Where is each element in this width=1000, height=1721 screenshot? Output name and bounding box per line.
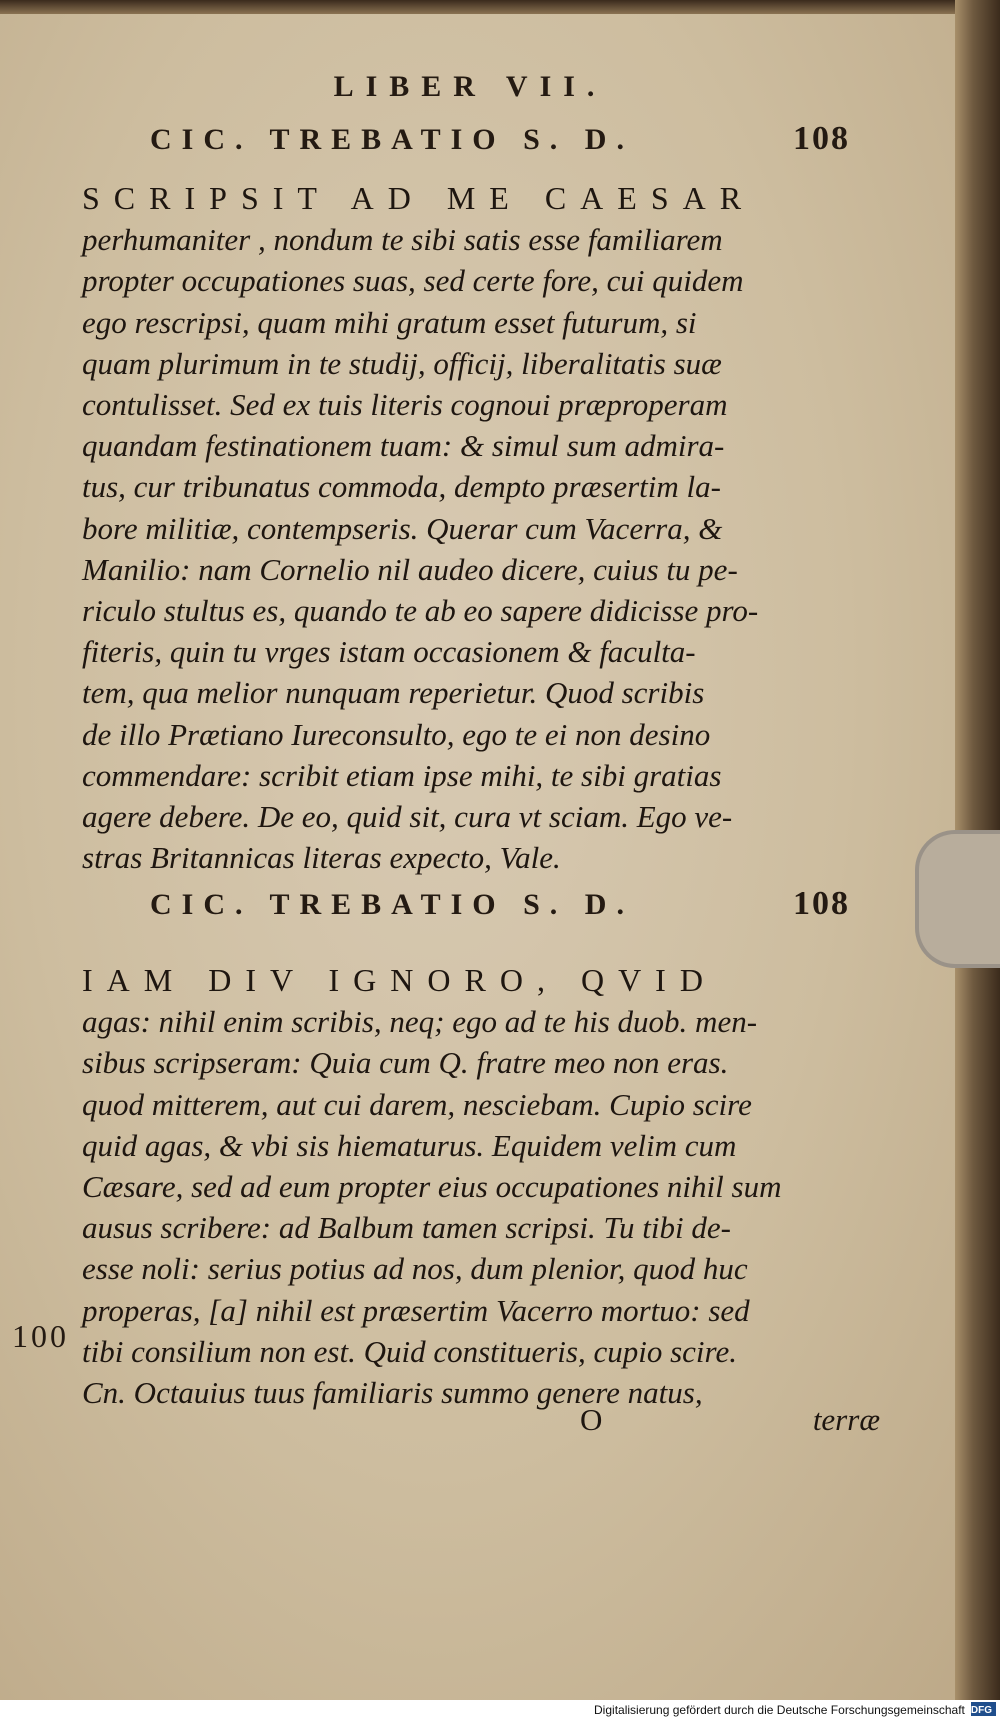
signature-mark: O: [580, 1402, 603, 1437]
text-line: quid agas, & vbi sis hiematurus. Equidem velim cum: [82, 1127, 737, 1163]
text-line: contulisset. Sed ex tuis literis cognoui præproperam: [82, 387, 728, 423]
margin-number: 100: [12, 1318, 69, 1354]
text-line: de illo Prætiano Iureconsulto, ego te ei non desino: [82, 716, 711, 752]
catchword: terræ: [812, 1402, 880, 1437]
text-line: quandam festinationem tuam: & simul sum admira-: [82, 428, 725, 464]
letter-heading-2: [150, 885, 850, 923]
digitization-footer: [0, 1700, 1000, 1721]
text-line: sibus scripseram: Quia cum Q. fratre meo non eras.: [82, 1045, 729, 1081]
page-top-edge: [0, 0, 1000, 14]
text-line: tibi consilium non est. Quid constitueris, cupio scire.: [82, 1333, 737, 1369]
text-line: stras Britannicas literas expecto, Vale.: [82, 840, 561, 876]
text-line: fiteris, quin tu vrges istam occasionem & faculta-: [82, 634, 696, 670]
text-line: propter occupationes suas, sed certe fore, cui quidem: [82, 263, 744, 299]
letter-heading-text: CIC. TREBATIO S. D.: [150, 888, 634, 921]
letter-heading-1: [150, 120, 850, 158]
text-line: tem, qua melior nunquam reperietur. Quod scribis: [82, 675, 705, 711]
letter-opening: IAM DIV IGNORO, QVID: [82, 962, 717, 998]
letter-heading-text: CIC. TREBATIO S. D.: [150, 123, 634, 156]
text-line: agere debere. De eo, quid sit, cura vt sciam. Ego ve-: [82, 799, 733, 835]
letter-number: 108: [793, 120, 850, 157]
book-clasp: [915, 830, 1000, 968]
text-line: bore militiæ, contempseris. Querar cum Vacerra, &: [82, 510, 723, 546]
text-line: riculo stultus es, quando te ab eo sapere didicisse pro-: [82, 593, 759, 629]
letter-number: 108: [793, 885, 850, 922]
text-line: Cn. Octauius tuus familiaris summo genere natus,: [82, 1375, 703, 1411]
text-line: perhumaniter , nondum te sibi satis esse familiarem: [82, 222, 723, 258]
letter-body-2: [82, 960, 842, 1413]
text-line: quam plurimum in te studij, officij, liberalitatis suæ: [82, 345, 722, 381]
text-line: Cæsare, sed ad eum propter eius occupationes nihil sum: [82, 1169, 782, 1205]
text-line: tus, cur tribunatus commoda, dempto præsertim la-: [82, 469, 721, 505]
funding-credit: Digitalisierung gefördert durch die Deutsche Forschungsgemeinschaft: [594, 1703, 965, 1717]
letter-opening: SCRIPSIT AD ME CAESAR: [82, 180, 756, 216]
text-line: quod mitterem, aut cui darem, nesciebam. Cupio scire: [82, 1086, 752, 1122]
text-line: ego rescripsi, quam mihi gratum esset futurum, si: [82, 304, 697, 340]
dfg-logo: DFG: [971, 1702, 996, 1716]
text-line: commendare: scribit etiam ipse mihi, te sibi gratias: [82, 757, 722, 793]
text-line: Manilio: nam Cornelio nil audeo dicere, cuius tu pe-: [82, 551, 738, 587]
letter-body-1: [82, 178, 842, 878]
text-line: properas, [a] nihil est præsertim Vacerro mortuo: sed: [82, 1292, 750, 1328]
running-head: LIBER VII.: [333, 70, 607, 103]
text-line: esse noli: serius potius ad nos, dum plenior, quod huc: [82, 1251, 748, 1287]
text-line: ausus scribere: ad Balbum tamen scripsi. Tu tibi de-: [82, 1210, 731, 1246]
catchword-row: [580, 1402, 880, 1438]
text-line: agas: nihil enim scribis, neq; ego ad te his duob. men-: [82, 1004, 758, 1040]
